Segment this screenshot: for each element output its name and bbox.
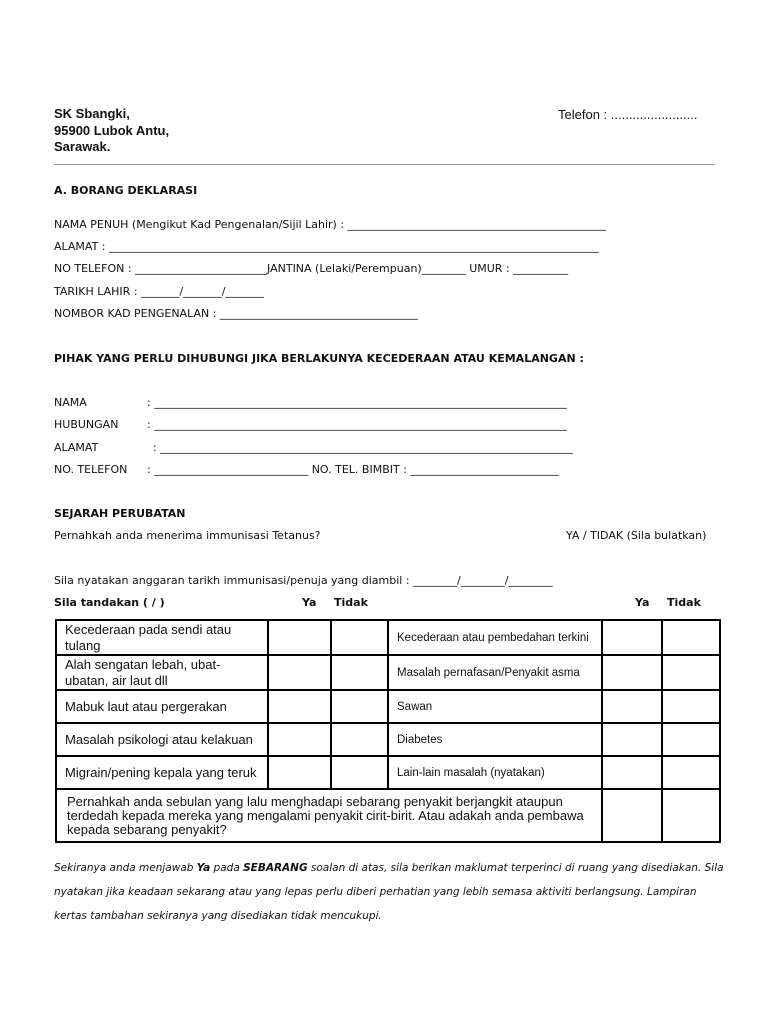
col-tidak-right: Tidak: [667, 596, 701, 609]
checkbox-ya[interactable]: [268, 620, 331, 655]
instruction-note: [54, 856, 724, 928]
table-row: [56, 789, 720, 842]
checkbox-ya[interactable]: [602, 723, 662, 756]
condition-label: Mabuk laut atau pergerakan: [56, 690, 268, 723]
checkbox-tidak[interactable]: [662, 723, 720, 756]
note-text: pada: [210, 862, 244, 874]
col-ya-right: Ya: [635, 596, 650, 609]
checkbox-ya[interactable]: [602, 620, 662, 655]
checkbox-tidak[interactable]: [662, 620, 720, 655]
checkbox-ya[interactable]: [602, 789, 662, 842]
checkbox-ya[interactable]: [268, 723, 331, 756]
contact-title: PIHAK YANG PERLU DIHUBUNGI JIKA BERLAKUNYA KECEDERAAN ATAU KEMALANGAN :: [54, 352, 584, 365]
condition-label: Sawan: [388, 690, 602, 723]
school-name: SK Sbangki,: [54, 106, 130, 121]
checkbox-tidak[interactable]: [662, 789, 720, 842]
tarikh-lahir-field[interactable]: TARIKH LAHIR : _______/_______/_______: [54, 285, 264, 298]
tandakan-instruction: Sila tandakan ( / ): [54, 596, 165, 609]
condition-label: Masalah pernafasan/Penyakit asma: [388, 655, 602, 690]
checkbox-ya[interactable]: [268, 756, 331, 789]
contact-alamat-label: ALAMAT: [54, 441, 99, 454]
school-state: Sarawak.: [54, 139, 111, 154]
checkbox-tidak[interactable]: [662, 655, 720, 690]
contact-nama-field[interactable]: : ___________________________________________________________________________: [147, 396, 567, 409]
header-divider: [54, 164, 715, 165]
telefon-field[interactable]: Telefon : ........................: [558, 107, 698, 122]
condition-label: Migrain/pening kepala yang teruk: [56, 756, 268, 789]
condition-label: Masalah psikologi atau kelakuan: [56, 723, 268, 756]
condition-label: Alah sengatan lebah, ubat-ubatan, air laut dll: [56, 655, 268, 690]
note-ya: Ya: [196, 862, 211, 874]
table-row: [56, 620, 720, 655]
medical-history-table: [55, 619, 721, 843]
col-ya-left: Ya: [302, 596, 317, 609]
checkbox-tidak[interactable]: [331, 690, 388, 723]
checkbox-tidak[interactable]: [331, 620, 388, 655]
condition-label: Kecederaan pada sendi atau tulang: [56, 620, 268, 655]
nombor-kad-field[interactable]: NOMBOR KAD PENGENALAN : ____________________________________: [54, 307, 418, 320]
checkbox-tidak[interactable]: [331, 655, 388, 690]
contact-hubungan-field[interactable]: : ___________________________________________________________________________: [147, 418, 567, 431]
checkbox-ya[interactable]: [602, 655, 662, 690]
contact-nama-label: NAMA: [54, 396, 87, 409]
note-text: soalan di atas, sila berikan maklumat terperinci di ruang yang disediakan. Sila nyatakan jika keadaan sekarang atau yang lepas perlu diberi perhatian yang lebih semasa aktiviti berlangsung. Lampiran kertas tambahan sekiranya yang disediakan tidak mencukupi.: [54, 862, 724, 922]
tarikh-immunisasi-field[interactable]: Sila nyatakan anggaran tarikh immunisasi/penuja yang diambil : ________/________/________: [54, 574, 553, 587]
infectious-disease-question: Pernahkah anda sebulan yang lalu menghadapi sebarang penyakit berjangkit ataupun terdedah kepada mereka yang mengalami penyakit cirit-birit. Atau adakah anda pembawa kepada sebarang penyakit?: [56, 789, 602, 842]
table-row: [56, 690, 720, 723]
sejarah-title: SEJARAH PERUBATAN: [54, 507, 186, 520]
nama-penuh-field[interactable]: NAMA PENUH (Mengikut Kad Pengenalan/Sijil Lahir) : _______________________________________________: [54, 218, 607, 231]
condition-label: Lain-lain masalah (nyatakan): [388, 756, 602, 789]
alamat-field[interactable]: ALAMAT : _________________________________________________________________________________________: [54, 240, 599, 253]
note-text: Sekiranya anda menjawab: [54, 862, 197, 874]
table-row: [56, 655, 720, 690]
contact-hubungan-label: HUBUNGAN: [54, 418, 119, 431]
table-row: [56, 756, 720, 789]
contact-telefon-field[interactable]: : ____________________________ NO. TEL. BIMBIT : ___________________________: [147, 463, 559, 476]
checkbox-tidak[interactable]: [662, 756, 720, 789]
checkbox-ya[interactable]: [602, 690, 662, 723]
condition-label: Diabetes: [388, 723, 602, 756]
tetanus-options[interactable]: YA / TIDAK (Sila bulatkan): [566, 529, 707, 542]
checkbox-ya[interactable]: [602, 756, 662, 789]
checkbox-ya[interactable]: [268, 690, 331, 723]
section-a-title: A. BORANG DEKLARASI: [54, 184, 198, 197]
table-row: [56, 723, 720, 756]
note-sebarang: SEBARANG: [243, 862, 308, 874]
contact-telefon-label: NO. TELEFON: [54, 463, 128, 476]
tetanus-question: Pernahkah anda menerima immunisasi Tetanus?: [54, 529, 321, 542]
checkbox-ya[interactable]: [268, 655, 331, 690]
checkbox-tidak[interactable]: [662, 690, 720, 723]
contact-alamat-field[interactable]: : ___________________________________________________________________________: [153, 441, 573, 454]
school-postcode: 95900 Lubok Antu,: [54, 123, 170, 138]
condition-label: Kecederaan atau pembedahan terkini: [388, 620, 602, 655]
no-telefon-field[interactable]: NO TELEFON : ________________________JANTINA (Lelaki/Perempuan)________ UMUR : __________: [54, 262, 569, 275]
col-tidak-left: Tidak: [334, 596, 368, 609]
checkbox-tidak[interactable]: [331, 756, 388, 789]
checkbox-tidak[interactable]: [331, 723, 388, 756]
